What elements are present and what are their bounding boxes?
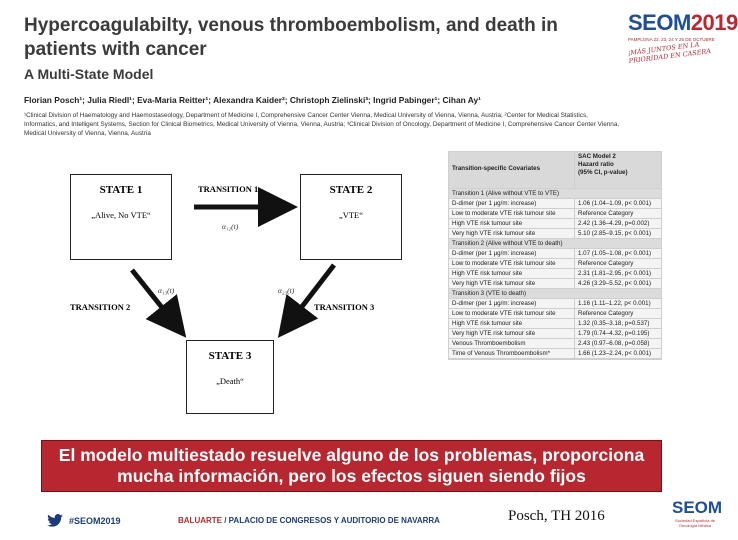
state-3-title: STATE 3	[208, 350, 252, 362]
table-cell-hazard-ratio: 1.79 (0.74–4.32, p=0.195)	[578, 330, 650, 337]
transition-3-arrow	[284, 265, 334, 330]
logo-wordmark: SEOM2019	[628, 10, 738, 35]
table-cell-hazard-ratio: 1.06 (1.04–1.09, p< 0.001)	[578, 200, 652, 207]
slide-subtitle: A Multi-State Model	[24, 66, 154, 82]
table-cell-covariate: Venous Thromboembolism	[449, 339, 575, 348]
table-section-row	[449, 239, 661, 249]
state-2-label: „VTE“	[338, 210, 364, 220]
table-cell-hazard-ratio: 2.42 (1.36–4.29, p=0.002)	[578, 220, 650, 227]
table-cell-covariate: Low to moderate VTE risk tumour site	[449, 209, 575, 218]
table-cell-covariate: High VTE risk tumour site	[449, 219, 575, 228]
seom-footer-logo	[672, 498, 723, 528]
logo-handwritten: ¡MÁS JUNTOS EN LA PRIORIDAD EN CASERA	[627, 40, 712, 66]
state-2-title: STATE 2	[329, 184, 373, 196]
table-cell-hazard-ratio: 4.26 (3.29–5.52, p< 0.001)	[578, 280, 652, 287]
multi-state-diagram	[62, 160, 446, 428]
table-row	[449, 199, 661, 209]
logo-tagline: PAMPLONA 22, 23, 24 Y 25 DE OCTUBRE	[628, 37, 715, 42]
table-row	[449, 209, 661, 219]
table-cell-covariate: Transition 1 (Alive without VTE to VTE)	[452, 190, 560, 197]
table-row	[449, 219, 661, 229]
seom2019-logo	[627, 10, 738, 80]
table-cell-covariate: Transition 2 (Alive without VTE to death)	[452, 240, 563, 247]
table-cell-hazard-ratio: Reference Category	[578, 210, 634, 217]
state-3-label: „Death“	[216, 376, 244, 386]
rate-13-label: α₁₃(t)	[158, 286, 175, 295]
table-cell-covariate: D-dimer (per 1 µg/m: increase)	[449, 249, 575, 258]
state-1-title: STATE 1	[99, 184, 143, 196]
table-header-model	[575, 152, 661, 188]
table-cell-covariate: Very high VTE risk tumour site	[449, 229, 575, 238]
transition-3-label: TRANSITION 3	[314, 302, 375, 312]
table-header-row	[449, 152, 661, 189]
hazard-ratio-table	[448, 151, 662, 360]
table-cell-covariate: High VTE risk tumour site	[449, 319, 575, 328]
state-1-box	[70, 174, 172, 260]
transition-2-label: TRANSITION 2	[70, 302, 131, 312]
table-cell-covariate: Low to moderate VTE risk tumour site	[449, 259, 575, 268]
table-cell-covariate: High VTE risk tumour site	[449, 269, 575, 278]
table-cell-hazard-ratio: 2.31 (1.81–2.95, p< 0.001)	[578, 270, 652, 277]
table-cell-hazard-ratio: 1.07 (1.05–1.08, p< 0.001)	[578, 250, 652, 257]
slide-title: Hypercoagulabilty, venous thromboembolism, and death in patients with cancer	[24, 15, 558, 60]
table-row	[449, 309, 661, 319]
rate-23-label: α₂₃(t)	[278, 286, 295, 295]
table-row	[449, 319, 661, 329]
table-header-hr: Hazard ratio	[578, 161, 614, 168]
seom-footer-subtitle: Sociedad Española de Oncología Médica	[674, 518, 716, 528]
table-cell-covariate: Time of Venous Thromboembolism*	[449, 349, 575, 358]
rate-12-label: α₁₂(t)	[222, 222, 239, 231]
table-row	[449, 269, 661, 279]
transition-1-label: TRANSITION 1	[198, 184, 259, 194]
venue-name: / PALACIO DE CONGRESOS Y AUDITORIO DE NAVARRA	[222, 516, 440, 525]
table-row	[449, 299, 661, 309]
conclusion-banner: El modelo multiestado resuelve alguno de los problemas, proporciona mucha información, pero los efectos siguen siendo fijos	[41, 440, 662, 492]
table-row	[449, 339, 661, 349]
venue-text	[178, 516, 440, 525]
table-row	[449, 279, 661, 289]
citation: Posch, TH 2016	[508, 508, 605, 524]
state-3-box	[186, 340, 274, 414]
table-row	[449, 349, 661, 359]
table-cell-covariate: Transition 3 (VTE to death)	[452, 290, 527, 297]
footer-hashtag	[47, 514, 121, 527]
table-cell-hazard-ratio: 2.43 (0.97–6.08, p=0.058)	[578, 340, 650, 347]
table-row	[449, 229, 661, 239]
transition-2-arrow	[132, 270, 180, 330]
table-header-ci: (95% CI, p-value)	[578, 169, 628, 176]
author-list: Florian Posch¹; Julia Riedl¹; Eva-Maria Reitter¹; Alexandra Kaider²; Christoph Zielinski³; Ingrid Pabinger¹; Cihan Ay¹	[24, 95, 481, 105]
table-cell-hazard-ratio: 1.16 (1.11–1.22, p< 0.001)	[578, 300, 651, 307]
table-cell-covariate: Very high VTE risk tumour site	[449, 279, 575, 288]
table-cell-hazard-ratio: 1.66 (1.23–2.24, p< 0.001)	[578, 350, 652, 357]
table-body	[449, 189, 661, 359]
table-cell-covariate: D-dimer (per 1 µg/m: increase)	[449, 199, 575, 208]
twitter-icon	[47, 514, 63, 527]
table-cell-hazard-ratio: 1.32 (0.35–3.18, p=0.537)	[578, 320, 650, 327]
affiliations: ¹Clinical Division of Haematology and Haemostaseology, Department of Medicine I, Comprehensive Cancer Center Vienna, Medical University of Vienna, Vienna, Austria; ²Center for Medical Statistics, Informatics, and Intelligent Systems, Section for Clinical Biometrics, Medical University of Vienna, Vienna, Austria; ³Clinical Division of Oncology, Department of Medicine I, Comprehensive Cancer Center Vienna, Medical University of Vienna, Vienna, Austria	[24, 112, 620, 138]
hashtag-text: #SEOM2019	[69, 515, 121, 526]
seom-footer-name: SEOM	[672, 498, 723, 517]
table-cell-covariate: Low to moderate VTE risk tumour site	[449, 309, 575, 318]
table-row	[449, 329, 661, 339]
table-section-row	[449, 289, 661, 299]
table-cell-hazard-ratio: Reference Category	[578, 310, 634, 317]
table-cell-covariate: D-dimer (per 1 µg/m: increase)	[449, 299, 575, 308]
table-section-row	[449, 189, 661, 199]
state-1-label: „Alive, No VTE“	[91, 210, 151, 220]
table-header-covariates: Transition-specific Covariates	[449, 152, 575, 188]
table-row	[449, 249, 661, 259]
table-header-model-name: SAC Model 2	[578, 153, 616, 160]
venue-brand: BALUARTE	[178, 516, 222, 525]
table-cell-hazard-ratio: 5.10 (2.85–9.15, p< 0.001)	[578, 230, 652, 237]
table-row	[449, 259, 661, 269]
table-cell-hazard-ratio: Reference Category	[578, 260, 634, 267]
state-2-box	[300, 174, 402, 260]
table-cell-covariate: Very high VTE risk tumour site	[449, 329, 575, 338]
